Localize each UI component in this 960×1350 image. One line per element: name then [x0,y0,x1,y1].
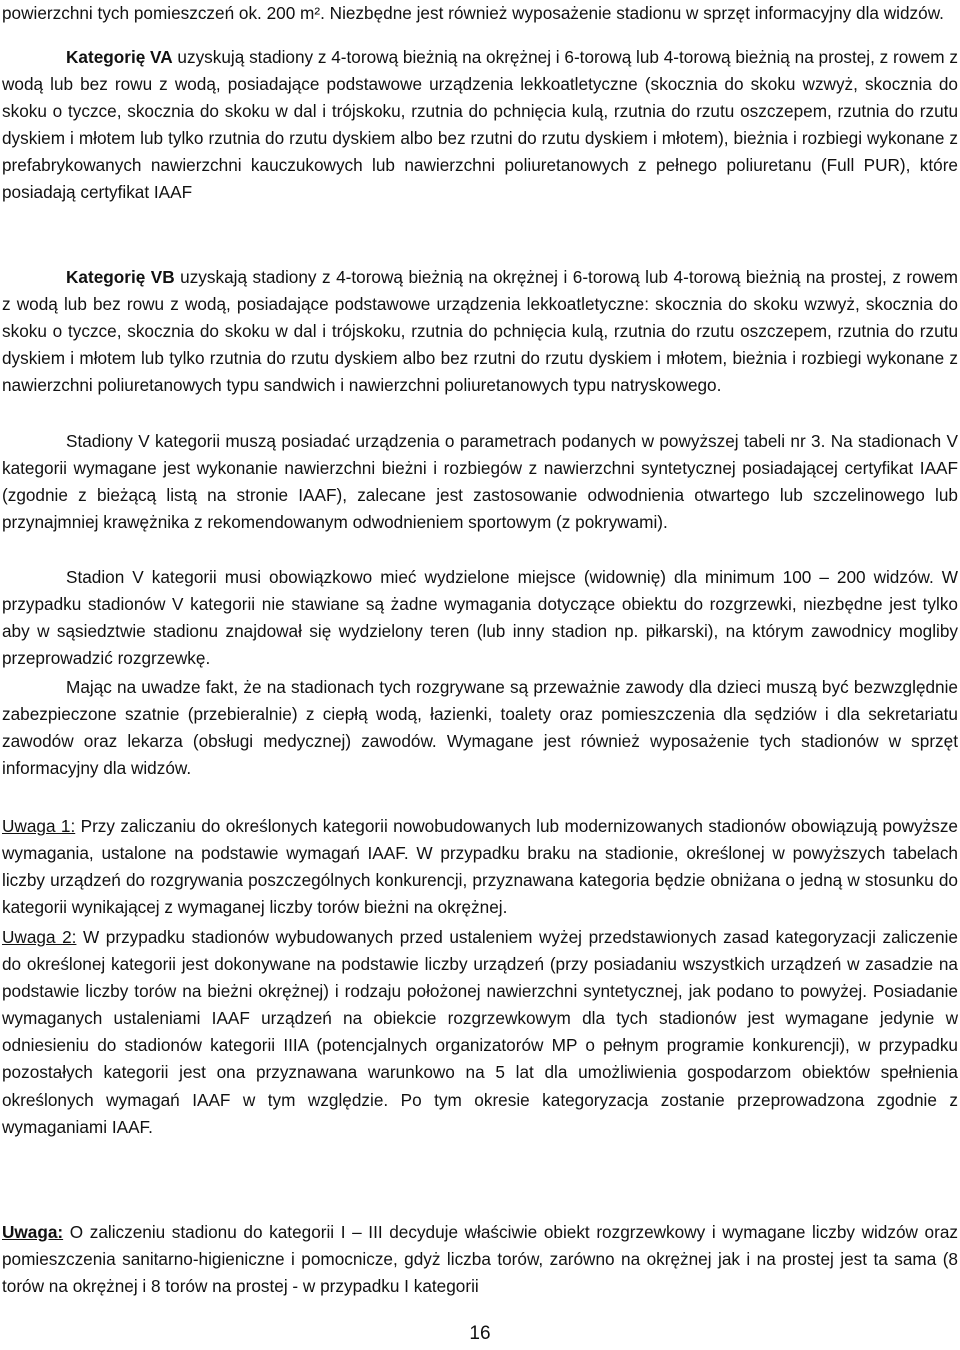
paragraph-text: uzyskują stadiony z 4-torową bieżnią na okrężnej i 6-torową lub 4-torową bieżnią na prostej, z rowem z wodą lub bez rowu z wodą, posiadające podstawowe urządzenia lekkoatletyczne (skocznia do skoku wzwyż, skocznia do skoku o tyczce, skocznia do skoku w dal i trójskoku, rzutnia do pchnięcia kulą, rzutnia do rzutu oszczepem, rzutnia do rzutu dyskiem i młotem lub tylko rzutnia do rzutu dyskiem albo bez rzutni do rzutu dyskiem i młotem), bieżnia i rozbiegi wykonane z prefabrykowanych nawierzchni kauczukowych lub nawierzchni poliuretanowych z pełnego poliuretanu (Full PUR), które posiadają certyfikat IAAF [2,47,958,203]
note-label: Uwaga: [2,1222,64,1242]
paragraph-text: Stadiony V kategorii muszą posiadać urządzenia o parametrach podanych w powyższej tabeli nr 3. Na stadionach V kategorii wymagane jest wykonanie nawierzchni bieżni i rozbiegów z nawierzchni syntetycznej posiadającej certyfikat IAAF (zgodnie z bieżącą listą na stronie IAAF), zalecane jest zastosowanie odwodnienia otwartego lub szczelinowego lub przynajmniej krawężnika z rekomendowanym odwodnieniem sportowym (z pokrywami). [2,431,958,533]
paragraph-category-vb [2,264,958,399]
note-text: O zaliczeniu stadionu do kategorii I – III decyduje właściwie obiekt rozgrzewkowy i wymagane liczby widzów oraz pomieszczenia sanitarno-higieniczne i pomocnicze, gdyż liczba torów, zarówno na okrężnej jak i na prostej jest ta sama (8 torów na okrężnej i 8 torów na prostej - w przypadku I kategorii [2,1222,958,1297]
category-vb-label: Kategorię VB [66,267,175,287]
note-uwaga [2,1219,958,1300]
category-va-label: Kategorię VA [66,47,173,67]
paragraph-stadiony-v [2,428,958,536]
paragraph-text: powierzchni tych pomieszczeń ok. 200 m². Niezbędne jest również wyposażenie stadionu w sprzęt informacyjny dla widzów. [2,3,944,23]
note-label: Uwaga 1: [2,816,76,836]
paragraph-text: Mając na uwadze fakt, że na stadionach tych rozgrywane są przeważnie zawody dla dzieci muszą być bezwzględnie zabezpieczone szatnie (przebieralnie) z ciepłą wodą, łazienki, toalety oraz pomieszczenia dla sędziów i dla sekretariatu zawodów oraz lekarza (obsługi medycznej) zawodów. Wymagane jest również wyposażenie tych stadionów w sprzęt informacyjny dla widzów. [2,677,958,779]
note-text: W przypadku stadionów wybudowanych przed ustaleniem wyżej przedstawionych zasad kategoryzacji zaliczenie do określonej kategorii jest dokonywane na podstawie liczby urządzeń (przy posiadaniu wszystkich urządzeń w zasadzie na podstawie liczby torów na bieżni okrężnej) i rodzaju położonej nawierzchni syntetycznej, jak podano to powyżej. Posiadanie wymaganych ustaleniami IAAF urządzeń na obiekcie rozgrzewkowym dla tych stadionów jest wymagane jedynie w odniesieniu do stadionów kategorii IIIA (potencjalnych organizatorów MP o pełnym programie konkurencji), w przypadku pozostałych kategorii jest ona przyznawana warunkowo na 5 lat dla umożliwienia gospodarzom obiektów spełnienia określonych wymagań IAAF w tym względzie. Po tym okresie kategoryzacja zostanie przeprowadzona zgodnie z wymaganiami IAAF. [2,927,958,1137]
note-label: Uwaga 2: [2,927,77,947]
paragraph-szatnie [2,674,958,782]
page-number: 16 [469,1323,491,1344]
paragraph-stadion-v-widownia [2,564,958,672]
note-uwaga-1 [2,813,958,921]
paragraph-category-va [2,44,958,207]
note-text: Przy zaliczaniu do określonych kategorii nowobudowanych lub modernizowanych stadionów obowiązują powyższe wymagania, ustalone na podstawie wymagań IAAF. W przypadku braku na stadionie, określonej w powyższych tabelach liczby urządzeń do rozgrywania poszczególnych konkurencji, przyznawana kategoria będzie obniżana o jedną w stosunku do kategorii wynikającej z wymaganej liczby torów bieżni na okrężnej. [2,816,958,918]
paragraph-text: Stadion V kategorii musi obowiązkowo mieć wydzielone miejsce (widownię) dla minimum 100 – 200 widzów. W przypadku stadionów V kategorii nie stawiane są żadne wymagania dotyczące obiektu do rozgrzewki, niezbędne jest tylko aby w sąsiedztwie stadionu znajdował się wydzielony teren (lub inny stadion np. piłkarski), na którym zawodnicy mogliby przeprowadzić rozgrzewkę. [2,567,958,669]
paragraph-text: uzyskają stadiony z 4-torową bieżnią na okrężnej i 6-torową lub 4-torową bieżnią na prostej, z rowem z wodą lub bez rowu z wodą, posiadające podstawowe urządzenia lekkoatletyczne: skocznia do skoku wzwyż, skocznia do skoku o tyczce, skocznia do skoku w dal i trójskoku, rzutnia do pchnięcia kulą, rzutnia do rzutu oszczepem, rzutnia do rzutu dyskiem i młotem lub tylko rzutnia do rzutu dyskiem albo bez rzutni do rzutu dyskiem i młotem, bieżnia i rozbiegi wykonane z nawierzchni poliuretanowych typu sandwich i nawierzchni poliuretanowych typu natryskowego. [2,267,958,396]
note-uwaga-2 [2,924,958,1141]
paragraph-intro-continuation [2,0,958,27]
